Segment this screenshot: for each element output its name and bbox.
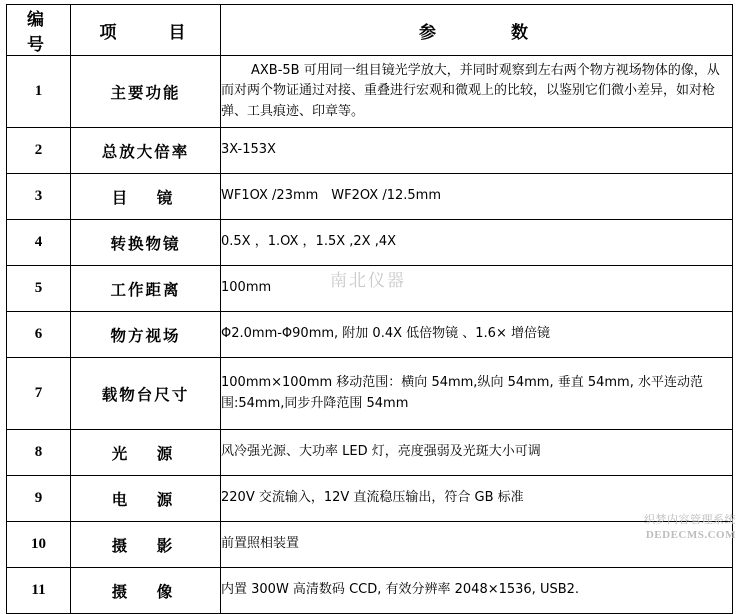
row-number: 9 [7, 476, 71, 522]
row-number: 6 [7, 312, 71, 358]
row-item: 摄 像 [71, 568, 221, 614]
row-number: 4 [7, 220, 71, 266]
row-number: 10 [7, 522, 71, 568]
table-row [7, 128, 733, 174]
table-row [7, 568, 733, 614]
row-item: 转换物镜 [71, 220, 221, 266]
dedecms-brand-watermark: DEDECMS.COM [645, 529, 736, 541]
row-number: 2 [7, 128, 71, 174]
row-param: 100mm×100mm 移动范围：横向 54mm,纵向 54mm, 垂直 54mm, 水平连动范围:54mm,同步升降范围 54mm [221, 358, 733, 430]
row-number: 8 [7, 430, 71, 476]
row-param [221, 56, 733, 128]
row-item: 光 源 [71, 430, 221, 476]
specification-table [6, 4, 733, 614]
table-row [7, 476, 733, 522]
center-watermark: 南北仪器 [330, 271, 406, 291]
row-number: 1 [7, 56, 71, 128]
row-number: 11 [7, 568, 71, 614]
bottom-right-watermark-text: 织梦内容管理系统 [644, 513, 736, 526]
row-param-text: AXB-5B 可用同一组目镜光学放大，并同时观察到左右两个物方视场物体的像，从而对两个物证通过对接、重叠进行宏观和微观上的比较，以鉴别它们微小差异，如对枪弹、工具痕迹、印章等。 [221, 63, 720, 119]
row-param: 0.5X ，1.OX ，1.5X ,2X ,4X [221, 220, 733, 266]
table-row [7, 56, 733, 128]
row-number: 3 [7, 174, 71, 220]
row-item: 目 镜 [71, 174, 221, 220]
row-item: 物方视场 [71, 312, 221, 358]
row-item: 工作距离 [71, 266, 221, 312]
row-param: WF1OX /23mm WF2OX /12.5mm [221, 174, 733, 220]
row-param: 100mm [221, 266, 733, 312]
column-header-item: 项 目 [71, 5, 221, 56]
row-param: 内置 300W 高清数码 CCD, 有效分辨率 2048×1536, USB2. [221, 568, 733, 614]
row-param: Φ2.0mm-Φ90mm, 附加 0.4X 低倍物镜 、1.6× 增倍镜 [221, 312, 733, 358]
column-header-param: 参 数 [221, 5, 733, 56]
table-row [7, 174, 733, 220]
row-item: 总放大倍率 [71, 128, 221, 174]
row-param: 220V 交流输入，12V 直流稳压输出，符合 GB 标准 [221, 476, 733, 522]
row-number: 5 [7, 266, 71, 312]
row-item: 电 源 [71, 476, 221, 522]
table-header-row [7, 5, 733, 56]
table-row [7, 522, 733, 568]
row-param: 风冷强光源、大功率 LED 灯，亮度强弱及光斑大小可调 [221, 430, 733, 476]
table-row [7, 358, 733, 430]
row-number: 7 [7, 358, 71, 430]
column-header-no: 编 号 [7, 5, 71, 56]
row-param: 3X-153X [221, 128, 733, 174]
table-row [7, 312, 733, 358]
table-row [7, 430, 733, 476]
table-row [7, 220, 733, 266]
row-item: 主要功能 [71, 56, 221, 128]
row-param: 前置照相装置 [221, 522, 733, 568]
table-row [7, 266, 733, 312]
row-item: 摄 影 [71, 522, 221, 568]
row-item: 载物台尺寸 [71, 358, 221, 430]
